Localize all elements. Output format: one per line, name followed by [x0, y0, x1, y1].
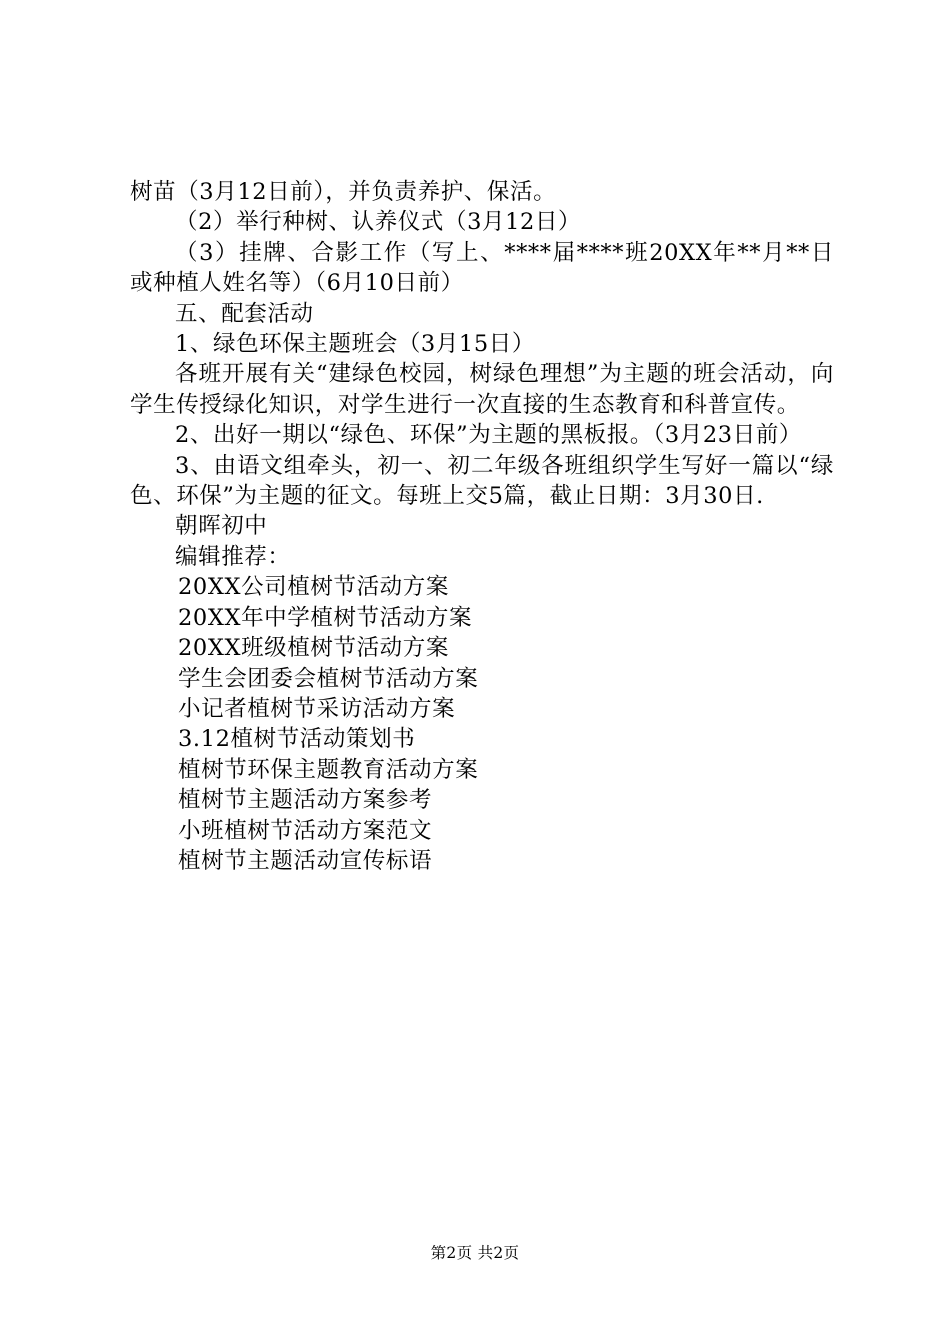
paragraph-class-meeting: 1、绿色环保主题班会（3月15日）	[175, 331, 535, 358]
recommend-link[interactable]: 小记者植树节采访活动方案	[178, 695, 456, 722]
recommend-link[interactable]: 20XX班级植树节活动方案	[178, 635, 449, 662]
recommend-link[interactable]: 20XX公司植树节活动方案	[178, 574, 449, 601]
recommend-link[interactable]: 植树节主题活动方案参考	[178, 787, 433, 814]
page-number-footer: 第2页 共2页	[430, 1244, 520, 1262]
paragraph-blackboard: 2、出好一期以“绿色、环保”为主题的黑板报。（3月23日前）	[175, 422, 803, 449]
paragraph-class-meeting-detail: 各班开展有关“建绿色校园，树绿色理想”为主题的班会活动，向学生传授绿化知识，对学生进行一次直接的生态教育和科普宣传。	[130, 361, 834, 418]
recommend-heading: 编辑推荐：	[175, 543, 291, 570]
recommend-link[interactable]: 植树节主题活动宣传标语	[178, 847, 433, 874]
paragraph-planting-ceremony: （2）举行种树、认养仪式（3月12日）	[175, 209, 582, 236]
document-body	[130, 177, 834, 876]
paragraph-seedling-care: 树苗（3月12日前），并负责养护、保活。	[130, 179, 557, 205]
recommend-link[interactable]: 学生会团委会植树节活动方案	[178, 665, 479, 692]
recommend-link[interactable]: 小班植树节活动方案范文	[178, 817, 433, 844]
recommend-link[interactable]: 植树节环保主题教育活动方案	[178, 756, 479, 783]
section-heading-supporting-activities: 五、配套活动	[175, 300, 314, 327]
recommend-list	[130, 572, 834, 876]
recommend-link[interactable]: 20XX年中学植树节活动方案	[178, 604, 473, 631]
school-signature: 朝晖初中	[175, 513, 268, 540]
paragraph-essay: 3、由语文组牵头，初一、初二年级各班组织学生写好一篇以“绿色、环保”为主题的征文。每班上交5篇，截止日期：3月30日.	[130, 452, 834, 510]
recommend-link[interactable]: 3.12植树节活动策划书	[178, 726, 416, 753]
paragraph-plaque-photo: （3）挂牌、合影工作（写上、****届****班20XX年**月**日或种植人姓名等）（6月10日前）	[130, 239, 834, 297]
